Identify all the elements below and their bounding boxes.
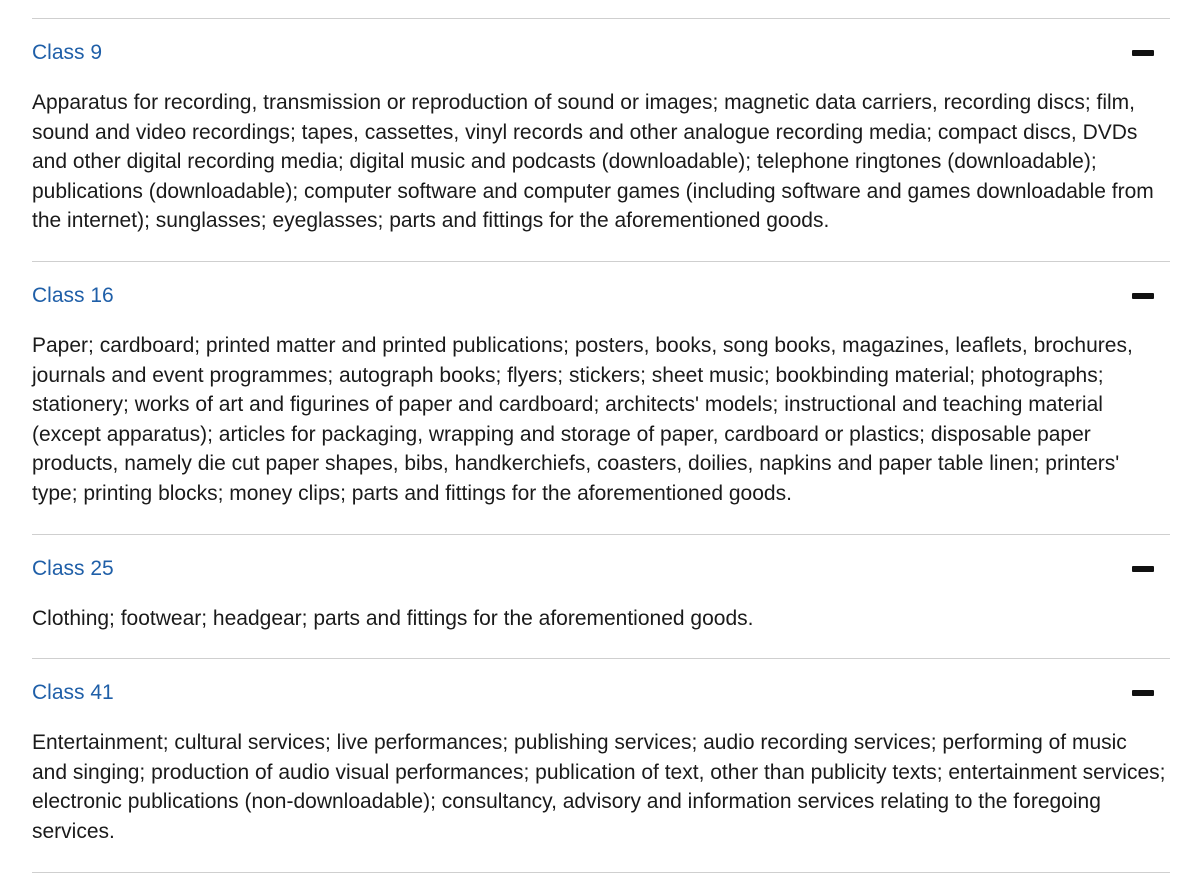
- class-41-header[interactable]: [32, 659, 1170, 711]
- class-25-description: Clothing; footwear; headgear; parts and fittings for the aforementioned goods.: [32, 606, 754, 630]
- class-9-description: Apparatus for recording, transmission or reproduction of sound or images; magnetic data carriers, recording discs; film, sound and video recordings; tapes, cassettes, vinyl records and other analogue recording media; compact discs, DVDs and other digital recording media; digital music and podcasts (downloadable); telephone ringtones (downloadable); publications (downloadable); computer software and computer games (including software and games downloadable from the internet); sunglasses; eyeglasses; parts and fittings for the aforementioned goods.: [32, 91, 1154, 233]
- class-section-9: [32, 19, 1170, 262]
- class-16-title[interactable]: Class 16: [32, 283, 114, 307]
- class-accordion-list: [32, 18, 1170, 873]
- minus-icon[interactable]: [1132, 293, 1154, 299]
- class-41-title[interactable]: Class 41: [32, 681, 114, 705]
- minus-icon[interactable]: [1132, 690, 1154, 696]
- class-9-title[interactable]: Class 9: [32, 41, 103, 64]
- class-41-description: Entertainment; cultural services; live performances; publishing services; audio recording services; performing of music and singing; production of audio visual performances; publication of text, other than publicity texts; entertainment services; electronic publications (non-downloadable); consultancy, advisory and information services relating to the foregoing services.: [32, 731, 1166, 843]
- class-16-header[interactable]: [32, 262, 1170, 314]
- class-section-25: [32, 535, 1170, 660]
- class-section-41: [32, 659, 1170, 872]
- class-section-16: [32, 262, 1170, 535]
- class-16-description: Paper; cardboard; printed matter and printed publications; posters, books, song books, magazines, leaflets, brochures, journals and event programmes; autograph books; flyers; stickers; sheet music; bookbinding material; photographs; stationery; works of art and figurines of paper and cardboard; architects' models; instructional and teaching material (except apparatus); articles for packaging, wrapping and storage of paper, cardboard or plastics; disposable paper products, namely die cut paper shapes, bibs, handkerchiefs, coasters, doilies, napkins and paper table linen; printers' type; printing blocks; money clips; parts and fittings for the aforementioned goods.: [32, 333, 1133, 505]
- minus-icon[interactable]: [1132, 50, 1154, 56]
- class-25-title[interactable]: Class 25: [32, 556, 114, 580]
- minus-icon[interactable]: [1132, 566, 1154, 572]
- class-25-header[interactable]: [32, 535, 1170, 587]
- class-9-header[interactable]: [32, 19, 1170, 71]
